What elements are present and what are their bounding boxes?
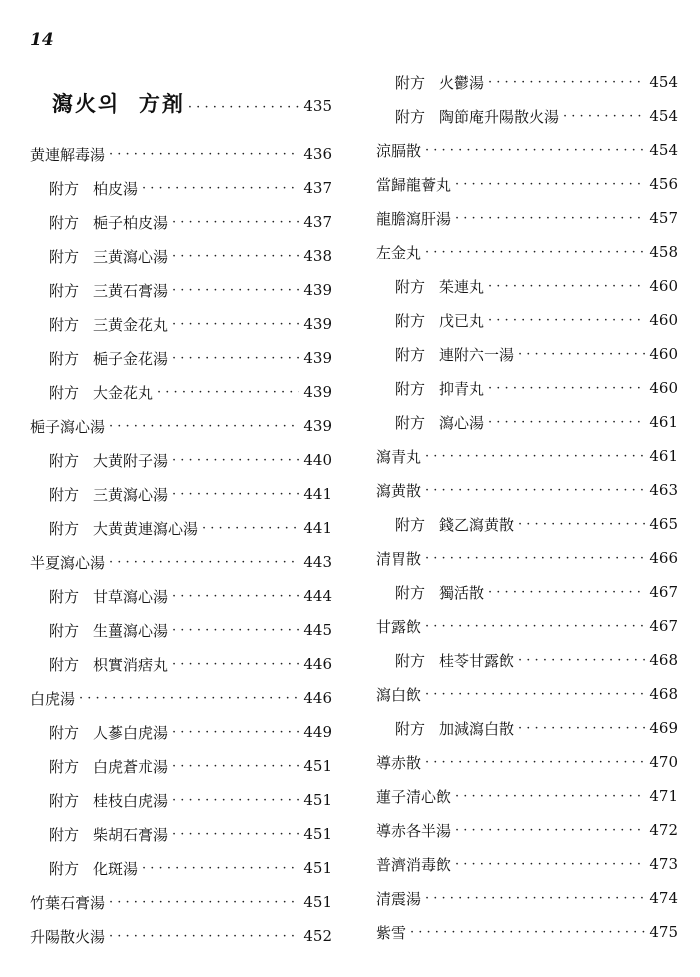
entry-page-number: 454 <box>649 107 678 125</box>
entry-title: 戊已丸 <box>439 311 485 330</box>
entry-title: 清震湯 <box>376 889 422 908</box>
dot-leader <box>518 517 645 532</box>
dot-leader <box>425 755 645 770</box>
entry-title: 白虎湯 <box>30 689 76 708</box>
entry-title: 當歸龍薈丸 <box>376 175 452 194</box>
dot-leader <box>157 385 299 400</box>
entry-prefix: 附方 <box>49 723 80 742</box>
dot-leader <box>425 619 645 634</box>
toc-subentry[interactable] <box>376 405 678 439</box>
entry-page-number: 439 <box>303 315 332 333</box>
dot-leader <box>455 857 645 872</box>
entry-prefix: 附方 <box>49 621 80 640</box>
entry-title: 瀉青丸 <box>376 447 422 466</box>
entry-title: 化斑湯 <box>93 859 139 878</box>
entry-title: 茱連丸 <box>439 277 485 296</box>
entry-page-number: 471 <box>649 787 678 805</box>
toc-right-column <box>376 65 678 949</box>
dot-leader <box>172 827 299 842</box>
entry-page-number: 454 <box>649 141 678 159</box>
entry-prefix: 附方 <box>49 213 80 232</box>
dot-leader <box>563 109 645 124</box>
toc-entry[interactable] <box>376 779 678 813</box>
dot-leader <box>79 691 299 706</box>
entry-page-number: 470 <box>649 753 678 771</box>
entry-title: 黄連解毒湯 <box>30 145 106 164</box>
toc-entry[interactable] <box>30 919 332 953</box>
dot-leader <box>142 861 299 876</box>
toc-subentry[interactable] <box>376 643 678 677</box>
dot-leader <box>172 215 299 230</box>
entry-page-number: 438 <box>303 247 332 265</box>
entry-prefix: 附方 <box>395 345 426 364</box>
entry-page-number: 439 <box>303 281 332 299</box>
toc-subentry[interactable] <box>30 647 332 681</box>
entry-title: 蓮子清心飲 <box>376 787 452 806</box>
entry-page-number: 451 <box>303 859 332 877</box>
toc-entry[interactable] <box>30 137 332 171</box>
entry-page-number: 461 <box>649 447 678 465</box>
toc-subentry[interactable] <box>30 749 332 783</box>
section-heading <box>52 88 332 118</box>
toc-subentry[interactable] <box>376 711 678 745</box>
dot-leader <box>172 759 299 774</box>
entry-page-number: 449 <box>303 723 332 741</box>
entry-title: 桂苓甘露飲 <box>439 651 515 670</box>
entry-title: 瀉白飲 <box>376 685 422 704</box>
entry-page-number: 467 <box>649 617 678 635</box>
entry-page-number: 437 <box>303 179 332 197</box>
dot-leader <box>425 891 645 906</box>
entry-title: 三黄瀉心湯 <box>93 485 169 504</box>
entry-page-number: 437 <box>303 213 332 231</box>
dot-leader <box>109 147 299 162</box>
entry-title: 大黄附子湯 <box>93 451 169 470</box>
entry-page-number: 451 <box>303 791 332 809</box>
entry-page-number: 473 <box>649 855 678 873</box>
dot-leader <box>172 725 299 740</box>
entry-title: 柴胡石膏湯 <box>93 825 169 844</box>
entry-title: 導赤各半湯 <box>376 821 452 840</box>
entry-title: 清胃散 <box>376 549 422 568</box>
entry-title: 抑青丸 <box>439 379 485 398</box>
toc-entry[interactable] <box>376 201 678 235</box>
dot-leader <box>425 245 645 260</box>
entry-page-number: 443 <box>303 553 332 571</box>
entry-title: 半夏瀉心湯 <box>30 553 106 572</box>
dot-leader <box>172 793 299 808</box>
dot-leader <box>488 313 645 328</box>
entry-page-number: 441 <box>303 485 332 503</box>
toc-subentry[interactable] <box>376 337 678 371</box>
entry-page-number: 451 <box>303 757 332 775</box>
toc-entry[interactable] <box>30 409 332 443</box>
dot-leader <box>455 211 645 226</box>
dot-leader <box>455 789 645 804</box>
entry-prefix: 附方 <box>49 791 80 810</box>
dot-leader <box>172 249 299 264</box>
toc-subentry[interactable] <box>376 303 678 337</box>
entry-page-number: 475 <box>649 923 678 941</box>
toc-entry[interactable] <box>376 915 678 949</box>
entry-title: 三黄石膏湯 <box>93 281 169 300</box>
toc-entry[interactable] <box>376 881 678 915</box>
dot-leader <box>172 453 299 468</box>
toc-entry[interactable] <box>376 235 678 269</box>
page-number: 14 <box>30 30 54 50</box>
entry-prefix: 附方 <box>49 587 80 606</box>
dot-leader <box>455 823 645 838</box>
entry-title: 錢乙瀉黄散 <box>439 515 515 534</box>
entry-title: 獨活散 <box>439 583 485 602</box>
entry-prefix: 附方 <box>49 281 80 300</box>
entry-title: 瀉心湯 <box>439 413 485 432</box>
entry-page-number: 468 <box>649 685 678 703</box>
toc-subentry[interactable] <box>30 817 332 851</box>
entry-page-number: 439 <box>303 417 332 435</box>
entry-title: 三黄金花丸 <box>93 315 169 334</box>
dot-leader <box>172 487 299 502</box>
toc-subentry[interactable] <box>30 443 332 477</box>
toc-subentry[interactable] <box>30 171 332 205</box>
entry-title: 白虎蒼朮湯 <box>93 757 169 776</box>
entry-prefix: 附方 <box>395 379 426 398</box>
entry-page-number: 461 <box>649 413 678 431</box>
toc-subentry[interactable] <box>30 783 332 817</box>
dot-leader <box>488 279 645 294</box>
toc-subentry[interactable] <box>376 65 678 99</box>
entry-page-number: 451 <box>303 825 332 843</box>
entry-title: 陶節庵升陽散火湯 <box>439 107 560 126</box>
entry-title: 柏皮湯 <box>93 179 139 198</box>
toc-entry[interactable] <box>376 677 678 711</box>
entry-prefix: 附方 <box>395 413 426 432</box>
entry-page-number: 469 <box>649 719 678 737</box>
entry-title: 甘露飲 <box>376 617 422 636</box>
entry-page-number: 436 <box>303 145 332 163</box>
toc-subentry[interactable] <box>30 341 332 375</box>
toc-subentry[interactable] <box>30 273 332 307</box>
entry-prefix: 附方 <box>395 311 426 330</box>
entry-prefix: 附方 <box>49 757 80 776</box>
entry-page-number: 439 <box>303 383 332 401</box>
dot-leader <box>172 589 299 604</box>
toc-subentry[interactable] <box>30 613 332 647</box>
toc-subentry[interactable] <box>376 371 678 405</box>
entry-page-number: 439 <box>303 349 332 367</box>
dot-leader <box>410 925 645 940</box>
entry-page-number: 458 <box>649 243 678 261</box>
dot-leader <box>109 419 299 434</box>
entry-page-number: 456 <box>649 175 678 193</box>
toc-subentry[interactable] <box>30 579 332 613</box>
toc-subentry[interactable] <box>376 507 678 541</box>
dot-leader <box>488 585 645 600</box>
toc-entry[interactable] <box>376 439 678 473</box>
entry-title: 瀉黄散 <box>376 481 422 500</box>
entry-page-number: 445 <box>303 621 332 639</box>
entry-page-number: 460 <box>649 345 678 363</box>
entry-page-number: 460 <box>649 277 678 295</box>
entry-page-number: 467 <box>649 583 678 601</box>
entry-title: 龍膽瀉肝湯 <box>376 209 452 228</box>
toc-entry[interactable] <box>376 745 678 779</box>
entry-page-number: 465 <box>649 515 678 533</box>
entry-page-number: 468 <box>649 651 678 669</box>
toc-entry[interactable] <box>376 473 678 507</box>
entry-title: 導赤散 <box>376 753 422 772</box>
toc-entry[interactable] <box>376 133 678 167</box>
toc-subentry[interactable] <box>376 99 678 133</box>
entry-page-number: 444 <box>303 587 332 605</box>
entry-prefix: 附方 <box>395 583 426 602</box>
entry-prefix: 附方 <box>49 519 80 538</box>
entry-prefix: 附方 <box>395 515 426 534</box>
dot-leader <box>425 483 645 498</box>
toc-subentry[interactable] <box>30 307 332 341</box>
dot-leader <box>488 381 645 396</box>
toc-subentry[interactable] <box>30 205 332 239</box>
entry-title: 加減瀉白散 <box>439 719 515 738</box>
entry-page-number: 452 <box>303 927 332 945</box>
entry-page-number: 454 <box>649 73 678 91</box>
entry-title: 梔子金花湯 <box>93 349 169 368</box>
entry-page-number: 460 <box>649 379 678 397</box>
toc-subentry[interactable] <box>30 511 332 545</box>
entry-title: 枳實消痞丸 <box>93 655 169 674</box>
dot-leader <box>488 75 645 90</box>
entry-title: 梔子瀉心湯 <box>30 417 106 436</box>
entry-page-number: 474 <box>649 889 678 907</box>
dot-leader <box>172 351 299 366</box>
toc-entry[interactable] <box>376 541 678 575</box>
entry-prefix: 附方 <box>395 651 426 670</box>
dot-leader <box>109 895 299 910</box>
entry-page-number: 451 <box>303 893 332 911</box>
dot-leader <box>172 283 299 298</box>
entry-title: 火鬱湯 <box>439 73 485 92</box>
toc-entry[interactable] <box>376 609 678 643</box>
entry-prefix: 附方 <box>49 655 80 674</box>
toc-entry[interactable] <box>376 167 678 201</box>
dot-leader <box>172 657 299 672</box>
entry-title: 桂枝白虎湯 <box>93 791 169 810</box>
entry-prefix: 附方 <box>49 485 80 504</box>
entry-prefix: 附方 <box>49 859 80 878</box>
dot-leader <box>188 100 300 115</box>
entry-page-number: 466 <box>649 549 678 567</box>
entry-prefix: 附方 <box>49 349 80 368</box>
entry-page-number: 457 <box>649 209 678 227</box>
entry-page-number: 460 <box>649 311 678 329</box>
entry-prefix: 附方 <box>395 107 426 126</box>
toc-left-column <box>30 137 332 953</box>
entry-page-number: 463 <box>649 481 678 499</box>
toc-subentry[interactable] <box>30 715 332 749</box>
toc-subentry[interactable] <box>376 575 678 609</box>
entry-title: 連附六一湯 <box>439 345 515 364</box>
dot-leader <box>172 317 299 332</box>
dot-leader <box>109 555 299 570</box>
entry-prefix: 附方 <box>49 179 80 198</box>
entry-title: 三黄瀉心湯 <box>93 247 169 266</box>
dot-leader <box>425 551 645 566</box>
section-title: 瀉火의 方剤 <box>52 91 185 116</box>
entry-title: 梔子柏皮湯 <box>93 213 169 232</box>
entry-title: 涼膈散 <box>376 141 422 160</box>
entry-prefix: 附方 <box>49 315 80 334</box>
dot-leader <box>142 181 299 196</box>
entry-page-number: 440 <box>303 451 332 469</box>
entry-title: 左金丸 <box>376 243 422 262</box>
toc-subentry[interactable] <box>30 375 332 409</box>
dot-leader <box>518 721 645 736</box>
entry-prefix: 附方 <box>395 277 426 296</box>
entry-title: 大黄黄連瀉心湯 <box>93 519 199 538</box>
entry-page-number: 446 <box>303 689 332 707</box>
entry-prefix: 附方 <box>49 451 80 470</box>
toc-subentry[interactable] <box>30 477 332 511</box>
dot-leader <box>109 929 299 944</box>
toc-subentry[interactable] <box>376 269 678 303</box>
entry-title: 竹葉石膏湯 <box>30 893 106 912</box>
toc-subentry[interactable] <box>30 239 332 273</box>
entry-title: 甘草瀉心湯 <box>93 587 169 606</box>
toc-entry[interactable] <box>376 847 678 881</box>
entry-page-number: 472 <box>649 821 678 839</box>
toc-entry[interactable] <box>30 885 332 919</box>
entry-title: 普濟消毒飲 <box>376 855 452 874</box>
dot-leader <box>518 347 645 362</box>
dot-leader <box>488 415 645 430</box>
dot-leader <box>425 449 645 464</box>
entry-title: 人蔘白虎湯 <box>93 723 169 742</box>
entry-prefix: 附方 <box>395 719 426 738</box>
entry-prefix: 附方 <box>49 825 80 844</box>
entry-page-number: 441 <box>303 519 332 537</box>
dot-leader <box>425 143 645 158</box>
entry-prefix: 附方 <box>49 383 80 402</box>
dot-leader <box>202 521 299 536</box>
entry-prefix: 附方 <box>49 247 80 266</box>
dot-leader <box>425 687 645 702</box>
entry-prefix: 附方 <box>395 73 426 92</box>
toc-entry[interactable] <box>30 545 332 579</box>
section-page: 435 <box>303 97 332 115</box>
entry-title: 紫雪 <box>376 923 407 942</box>
dot-leader <box>172 623 299 638</box>
entry-title: 升陽散火湯 <box>30 927 106 946</box>
entry-page-number: 446 <box>303 655 332 673</box>
dot-leader <box>455 177 645 192</box>
entry-title: 生薑瀉心湯 <box>93 621 169 640</box>
entry-title: 大金花丸 <box>93 383 154 402</box>
toc-subentry[interactable] <box>30 851 332 885</box>
dot-leader <box>518 653 645 668</box>
toc-entry[interactable] <box>30 681 332 715</box>
toc-entry[interactable] <box>376 813 678 847</box>
